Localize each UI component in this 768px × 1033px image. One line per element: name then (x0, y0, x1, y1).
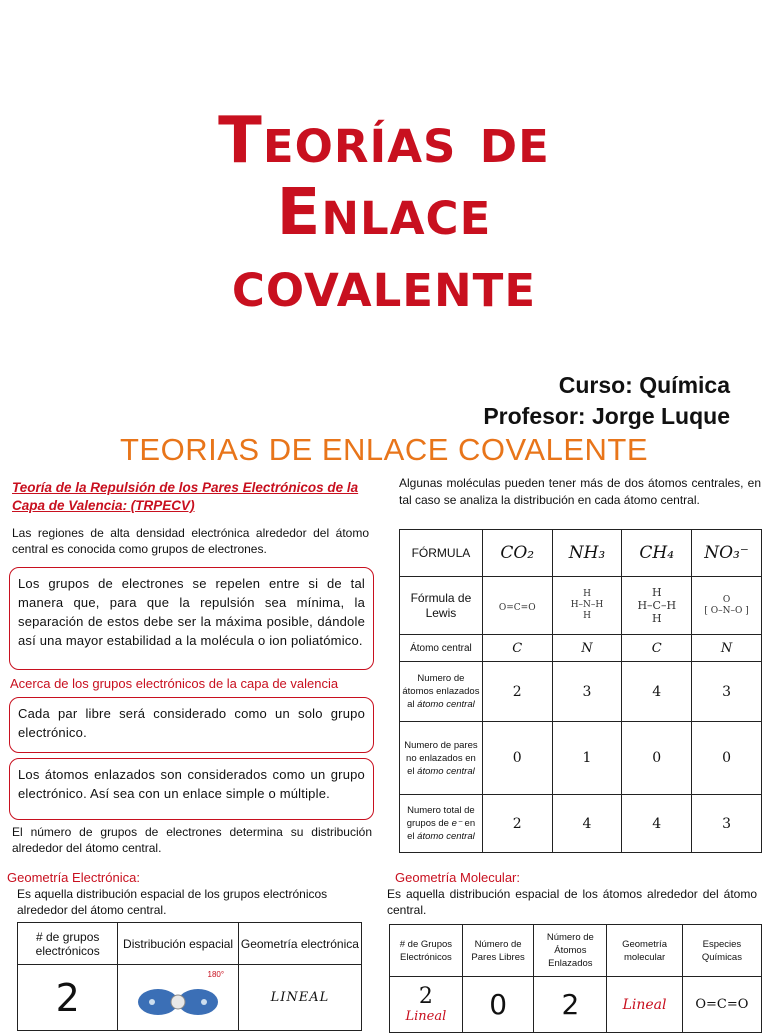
formula-header: FÓRMULA (400, 530, 483, 577)
bonded-no3: 3 (692, 662, 762, 722)
regions-text: Las regiones de alta densidad electrónica alrededor del átomo central es conocida como grupos de electrones. (12, 526, 369, 556)
geo-mol-groups: 2 (418, 984, 433, 1009)
lone-pair-box: Cada par libre será considerado como un solo grupo electrónico. (9, 697, 374, 753)
main-title-line2: Enlace (276, 176, 492, 250)
geo-elec-header-row (18, 923, 362, 965)
lewis-ch4 (622, 577, 692, 635)
formula-co2: CO₂ (482, 530, 552, 577)
lone-nh3: 1 (552, 722, 622, 795)
linear-orbital-diagram (136, 969, 225, 1020)
course-name: Curso: Química (558, 372, 730, 398)
groups-heading: Acerca de los grupos electrónicos de la capa de valencia (10, 676, 339, 691)
central-no3: N (692, 635, 762, 662)
bonded-row (400, 662, 762, 722)
right-intro: Algunas moléculas pueden tener más de dos átomos centrales, en tal caso se analiza la distribución en cada átomo central. (399, 476, 761, 507)
total-no3: 3 (692, 795, 762, 853)
trpecv-heading-main: Teoría de la Repulsión de los Pares Electrónicos de la Capa de Valencia (12, 480, 359, 513)
lewis-ch4-structure: H H–C–H H (637, 586, 677, 625)
repulsion-box: Los grupos de electrones se repelen entre si de tal manera que, para que la repulsión sea mínima, la separación de estos debe ser la máxima posible, dándole así una mayor estabilidad a la molécula o ion poliatómico. (9, 567, 374, 670)
lone-label-a: Numero de pares no enlazados en el (404, 739, 478, 777)
geo-elec-col2: Distribución espacial (118, 923, 238, 965)
geo-mol-col3: Número de Átomos Enlazados (534, 925, 607, 977)
central-ch4: C (622, 635, 692, 662)
total-row (400, 795, 762, 853)
lewis-no3-text: O–N–O (710, 605, 743, 616)
geo-mol-heading: Geometría Molecular: (395, 870, 520, 885)
geo-mol-groups-cell (390, 977, 463, 1033)
geo-mol-col1: # de Grupos Electrónicos (390, 925, 463, 977)
molecule-table (399, 529, 762, 853)
lone-ch4: 0 (622, 722, 692, 795)
lone-co2: 0 (482, 722, 552, 795)
geo-elec-diagram-cell (118, 965, 238, 1031)
geo-mol-lone-pairs: 0 (462, 977, 534, 1033)
lewis-row (400, 577, 762, 635)
geo-elec-heading: Geometría Electrónica: (7, 870, 140, 885)
trpecv-heading (12, 479, 372, 515)
geo-mol-species: O=C=O (682, 977, 761, 1033)
bonded-ch4: 4 (622, 662, 692, 722)
main-title (0, 105, 768, 321)
central-co2: C (482, 635, 552, 662)
teacher-name: Profesor: Jorge Luque (483, 403, 730, 429)
total-label-e: e⁻ (451, 818, 462, 829)
main-title-line1: Teorías de (218, 104, 550, 178)
bonded-nh3: 3 (552, 662, 622, 722)
determines-text: El número de grupos de electrones determina su distribución alrededor del átomo central. (12, 825, 372, 855)
geo-elec-col1: # de grupos electrónicos (18, 923, 118, 965)
total-label (400, 795, 483, 853)
formula-row (400, 530, 762, 577)
geo-elec-desc: Es aquella distribución espacial de los grupos electrónicos alrededor del átomo central. (17, 887, 328, 917)
formula-no3: NO₃⁻ (692, 530, 762, 577)
geo-mol-col4: Geometría molecular (607, 925, 683, 977)
geo-mol-col2: Número de Pares Libres (462, 925, 534, 977)
central-label: Átomo central (400, 635, 483, 662)
total-ch4: 4 (622, 795, 692, 853)
bonded-label (400, 662, 483, 722)
geo-elec-col3: Geometría electrónica (238, 923, 361, 965)
total-label-mid: en el (407, 818, 476, 842)
trpecv-heading-tail: : (TRPECV) (122, 498, 195, 513)
bonded-co2: 2 (482, 662, 552, 722)
angle-label: 180° (207, 969, 225, 979)
geo-elec-groups: 2 (18, 965, 118, 1031)
lewis-co2 (482, 577, 552, 635)
total-nh3: 4 (552, 795, 622, 853)
lewis-ch4-text: H–C–H (637, 599, 677, 612)
central-row (400, 635, 762, 662)
geo-mol-header-row (390, 925, 762, 977)
lone-no3: 0 (692, 722, 762, 795)
lewis-co2-structure: O=C=O (498, 602, 536, 613)
geo-mol-bonded: 2 (534, 977, 607, 1033)
formula-nh3: NH₃ (552, 530, 622, 577)
central-nh3: N (552, 635, 622, 662)
geo-mol-desc: Es aquella distribución espacial de los átomos alrededor del átomo central. (387, 887, 757, 917)
lewis-nh3 (552, 577, 622, 635)
bonded-label-b: átomo central (417, 699, 475, 710)
geo-mol-data-row (390, 977, 762, 1033)
linear-orbital-icon (136, 976, 220, 1020)
bonded-label-a: Numero de átomos enlazados al (402, 673, 480, 710)
total-co2: 2 (482, 795, 552, 853)
geo-mol-geometry: Lineal (607, 977, 683, 1033)
lewis-no3-structure: O [ O–N–O ] (704, 594, 749, 616)
course-info (483, 370, 730, 432)
lone-label-b: átomo central (417, 765, 475, 777)
geo-elec-geometry: LINEAL (238, 965, 361, 1031)
geo-mol-col5: Especies Químicas (682, 925, 761, 977)
lewis-nh3-structure: H H–N–H H (570, 589, 604, 621)
lewis-label: Fórmula de Lewis (400, 577, 483, 635)
total-label-b: átomo central (417, 831, 475, 842)
lone-row (400, 722, 762, 795)
formula-ch4: CH₄ (622, 530, 692, 577)
geo-elec-table (17, 922, 362, 1031)
lewis-nh3-text: H–N–H (570, 600, 604, 610)
bonded-atoms-box: Los átomos enlazados son considerados como un grupo electrónico. Así sea con un enlace simple o múltiple. (9, 758, 374, 820)
section-title: TEORIAS DE ENLACE COVALENTE (120, 432, 648, 467)
geo-elec-data-row (18, 965, 362, 1031)
geo-mol-table (389, 924, 762, 1033)
main-title-line3: covalente (231, 248, 537, 322)
geo-mol-groups-label: Lineal (405, 1009, 447, 1024)
lewis-no3 (692, 577, 762, 635)
total-label-a: Numero total de grupos de (406, 805, 475, 829)
lone-label (400, 722, 483, 795)
